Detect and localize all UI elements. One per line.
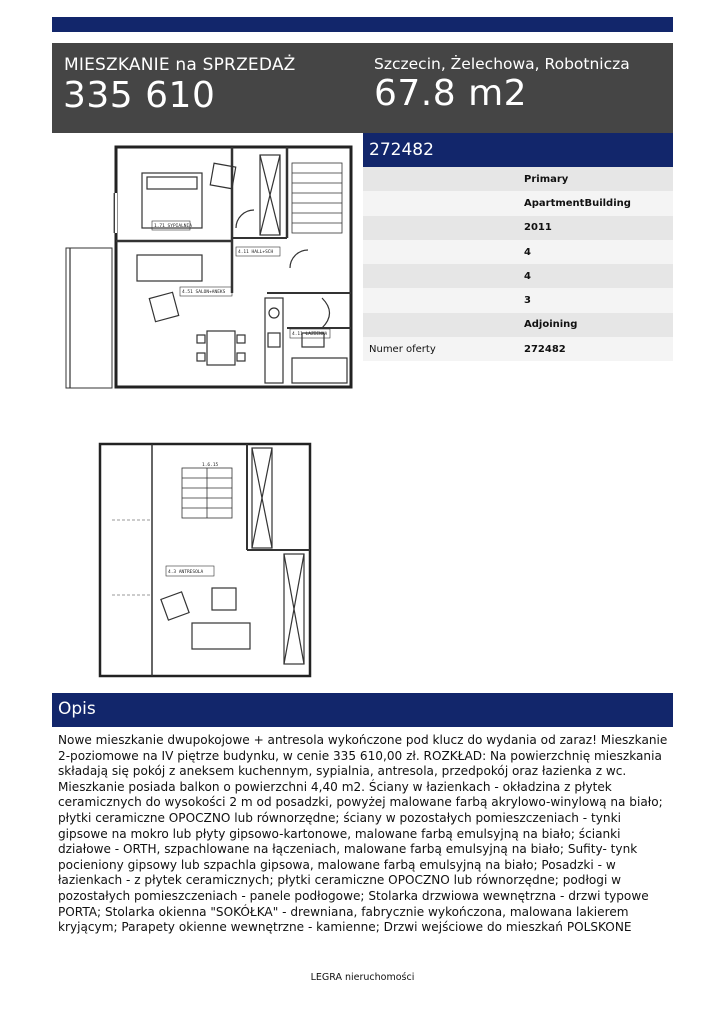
room-label-sypialnia: 1.71 SYPIALNIA (154, 224, 192, 229)
listing-location: Szczecin, Żelechowa, Robotnicza (374, 55, 630, 73)
spec-row (363, 313, 673, 337)
spec-row (363, 191, 673, 215)
room-label-stairs: 1.6.15 (202, 463, 219, 468)
room-label-lazienka: 4.11 ŁAZIENKA (292, 332, 328, 337)
listing-header (52, 43, 673, 133)
spec-table-header: 272482 (363, 133, 673, 167)
room-label-antresola: 4.3 ANTRESOLA (168, 570, 204, 575)
description-heading: Opis (52, 693, 673, 727)
spec-key: Numer oferty (369, 343, 436, 355)
description-text: Nowe mieszkanie dwupokojowe + antresola wykończone pod klucz do wydania od zaraz! Mieszkanie 2-poziomowe na IV piętrze budynku, w cenie 335 610,00 zł. ROZKŁAD: Na powierzchnię mieszkania składają się pokój z aneksem kuchennym, sypialnia, antresola, przedpokój oraz łazienka z wc. Mieszkanie posiada balkon o powierzchni 4,40 m2. Ściany w łazienkach - okładzina z płytek ceramicznych do wysokości 2 m od posadzki, powyżej malowane farbą akrylowo-winylową na biało; płytki ceramiczne OPOCZNO lub równorzędne; ściany w pozostałych pomieszczeniach - tynki gipsowe na mokro lub płyty gipsowo-kartonowe, malowane farbą emulsyjną na biało; ścianki działowe - ORTH, szpachlowane na łączeniach, malowane farbą emulsyjną na biało; Sufity- tynk pocieniony gipsowy lub szpachla gipsowa, malowane farbą emulsyjną na biało; Posadzki - w łazienkach - z płytek ceramicznych; płytki ceramiczne OPOCZNO lub równorzędne; podłogi w pozostałych pomieszczeniach - panele podłogowe; Stolarka drzwiowa wewnętrzna - drzwi typowe PORTA; Stolarka okienna "SOKÓŁKA" - drewniana, fabrycznie wykończona, malowana lakierem kryjącym; Parapety okienne wewnętrzne - kamienne; Drzwi wejściowe do mieszkań POLSKONE (58, 733, 668, 935)
spec-value: Adjoining (524, 319, 578, 331)
footer-agency: LEGRA nieruchomości (310, 972, 415, 983)
spec-row (363, 288, 673, 312)
spec-table (363, 133, 673, 361)
room-label-hall: 4.11 HALL+SCH (238, 250, 274, 255)
spec-value: 272482 (524, 343, 566, 355)
spec-value: ApartmentBuilding (524, 197, 631, 209)
spec-value: 4 (524, 246, 531, 258)
spec-value: 3 (524, 295, 531, 307)
spec-row (363, 167, 673, 191)
spec-value: 2011 (524, 222, 552, 234)
spec-value: 4 (524, 270, 531, 282)
top-accent-bar (52, 17, 673, 32)
spec-row (363, 337, 673, 361)
listing-area: 67.8 m2 (374, 73, 528, 114)
spec-rows (363, 167, 673, 361)
spec-row (363, 216, 673, 240)
listing-type-label: MIESZKANIE na SPRZEDAŻ (64, 55, 296, 75)
room-label-salon: 4.51 SALON+ANEKS (182, 290, 226, 295)
spec-row (363, 264, 673, 288)
floorplan-mezzanine-image (52, 430, 363, 685)
listing-price: 335 610 (63, 75, 216, 116)
spec-row (363, 240, 673, 264)
floorplan-main-image (52, 133, 363, 413)
spec-value: Primary (524, 173, 569, 185)
